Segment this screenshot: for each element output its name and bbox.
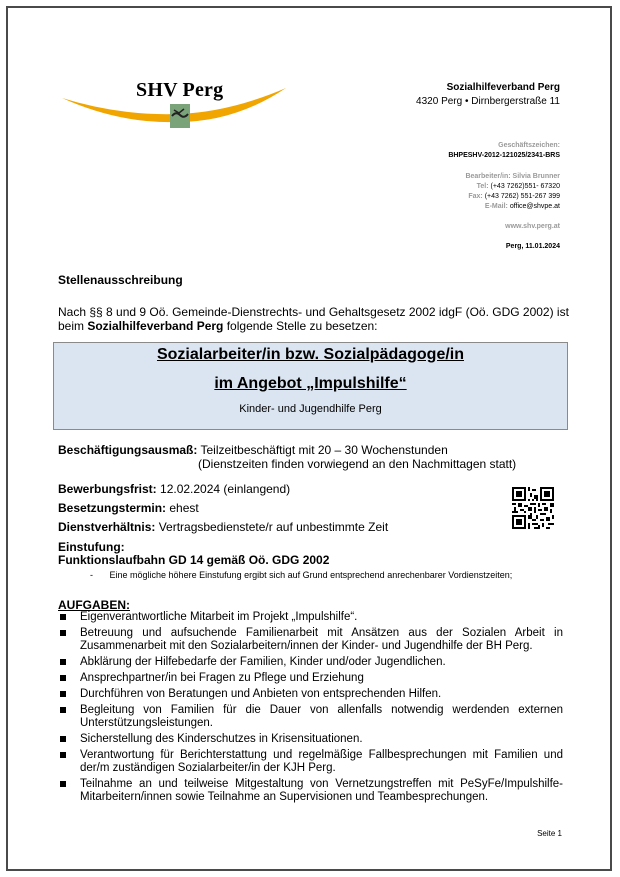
- intro-line-2: [58, 319, 378, 333]
- deadline-line: [58, 482, 290, 496]
- bullet-icon: [60, 707, 66, 713]
- grade-value: Funktionslaufbahn GD 14 gemäß Oö. GDG 2002: [58, 553, 330, 567]
- organisation-address: 4320 Perg • Dirnbergerstraße 11: [416, 96, 560, 107]
- date-line: [506, 243, 560, 250]
- start-value: ehest: [166, 501, 199, 515]
- tel-value: (+43 7262)551- 67320: [490, 183, 560, 190]
- email-label: E-Mail:: [484, 203, 508, 210]
- bullet-icon: [60, 675, 66, 681]
- document-heading: Stellenausschreibung: [58, 273, 183, 287]
- employment-value: Teilzeitbeschäftigt mit 20 – 30 Wochenstunden: [197, 443, 448, 457]
- organisation-name-inline: Sozialhilfeverband Perg: [87, 319, 224, 333]
- bullet-icon: [60, 752, 66, 758]
- task-text: Begleitung von Familien für die Dauer von allenfalls notwendig werdenden externen Unterstützungsleistungen.: [80, 704, 563, 729]
- bullet-icon: [60, 736, 66, 742]
- contract-label: Dienstverhältnis:: [58, 520, 156, 534]
- deadline-value: 12.02.2024 (einlangend): [156, 482, 291, 496]
- document-date: Perg, 11.01.2024: [505, 243, 560, 250]
- grade-label: Einstufung:: [58, 540, 125, 554]
- contract-value: Vertragsbedienstete/r auf unbestimmte Zeit: [155, 520, 389, 534]
- list-item: [58, 778, 563, 804]
- start-label: Besetzungstermin:: [58, 501, 167, 515]
- email-line: [485, 203, 560, 210]
- page-number: Seite 1: [537, 829, 562, 838]
- list-item: [58, 611, 563, 624]
- grade-note-dash: -: [90, 570, 93, 580]
- list-item: [58, 656, 563, 669]
- task-text: Verantwortung für Berichterstattung und regelmäßige Fallbesprechungen mit Familien und der/m zuständigen Sozialarbeiter/in der KJH Perg.: [80, 749, 563, 774]
- handler-label: Bearbeiter/in: Silvia Brunner: [465, 173, 560, 180]
- fax-value: (+43 7262) 551-267 399: [484, 193, 560, 200]
- employment-label: Beschäftigungsausmaß:: [58, 443, 198, 457]
- employment-note: (Dienstzeiten finden vorwiegend an den Nachmittagen statt): [198, 457, 517, 471]
- reference-value: BHPESHV-2012-121025/2341-BRS: [448, 152, 560, 159]
- reference-label-line: [498, 142, 560, 149]
- list-item: [58, 688, 563, 701]
- list-item: [58, 627, 563, 653]
- fax-label: Fax:: [468, 193, 483, 200]
- reference-label: Geschäftszeichen:: [498, 142, 560, 149]
- task-text: Abklärung der Hilfebedarfe der Familien, Kinder und/oder Jugendlichen.: [80, 656, 446, 668]
- tel-label: Tel:: [476, 183, 489, 190]
- list-item: [58, 749, 563, 775]
- task-text: Ansprechpartner/in bei Fragen zu Pflege und Erziehung: [80, 672, 364, 684]
- bullet-icon: [60, 781, 66, 787]
- employment-line: [58, 443, 448, 457]
- task-text: Durchführen von Beratungen und Anbieten von entsprechenden Hilfen.: [80, 688, 442, 700]
- tasks-heading: AUFGABEN:: [58, 598, 130, 612]
- qr-code-icon: [512, 487, 554, 529]
- logo-text: SHV Perg: [136, 79, 224, 101]
- job-title-box: [53, 342, 568, 430]
- task-text: Teilnahme an und teilweise Mitgestaltung von Vernetzungstreffen mit PeSyFe/Impulshilfe-Mitarbeitern/innen sowie Teilnahme an Supervisionen und Teambesprechungen.: [80, 778, 563, 803]
- website-line: [505, 223, 560, 230]
- website-link[interactable]: www.shv.perg.at: [505, 223, 560, 230]
- intro-line-1: Nach §§ 8 und 9 Oö. Gemeinde-Dienstrechts- und Gehaltsgesetz 2002 idgF (Oö. GDG 2002) ist: [58, 305, 569, 319]
- bullet-icon: [60, 691, 66, 697]
- tel-line: [477, 183, 560, 190]
- bullet-icon: [60, 630, 66, 636]
- task-text: Betreuung und aufsuchende Familienarbeit mit Ansätzen aus der Sozialen Arbeit in Zusammenarbeit mit den Sozialarbeitern/innen der Kinder- und Jugendhilfe der BH Perg.: [80, 627, 563, 652]
- organisation-name: Sozialhilfeverband Perg: [446, 82, 560, 93]
- start-line: [58, 501, 199, 515]
- grade-note-line: [90, 570, 512, 580]
- deadline-label: Bewerbungsfrist:: [58, 482, 157, 496]
- job-subtitle: Kinder- und Jugendhilfe Perg: [239, 403, 382, 415]
- job-title-line-1: Sozialarbeiter/in bzw. Sozialpädagoge/in: [156, 346, 464, 363]
- tasks-list: [58, 611, 563, 807]
- list-item: [58, 733, 563, 746]
- reference-value-line: [448, 152, 560, 159]
- intro-line-2-post: folgende Stelle zu besetzen:: [223, 319, 378, 333]
- contract-line: [58, 520, 388, 534]
- bullet-icon: [60, 614, 66, 620]
- task-text: Sicherstellung des Kinderschutzes in Krisensituationen.: [80, 733, 363, 745]
- list-item: [58, 704, 563, 730]
- list-item: [58, 672, 563, 685]
- handler-line: [465, 173, 560, 180]
- logo-emblem-icon: [170, 104, 190, 128]
- bullet-icon: [60, 659, 66, 665]
- fax-line: [468, 193, 560, 200]
- intro-line-2-pre: beim: [58, 319, 88, 333]
- job-title-line-2: im Angebot „Impulshilfe“: [214, 375, 407, 392]
- email-value[interactable]: office@shvpe.at: [509, 203, 560, 210]
- task-text: Eigenverantwortliche Mitarbeit im Projekt „Impulshilfe“.: [80, 611, 358, 623]
- grade-note: Eine mögliche höhere Einstufung ergibt sich auf Grund entsprechend anrechenbarer Vordienstzeiten;: [109, 570, 513, 580]
